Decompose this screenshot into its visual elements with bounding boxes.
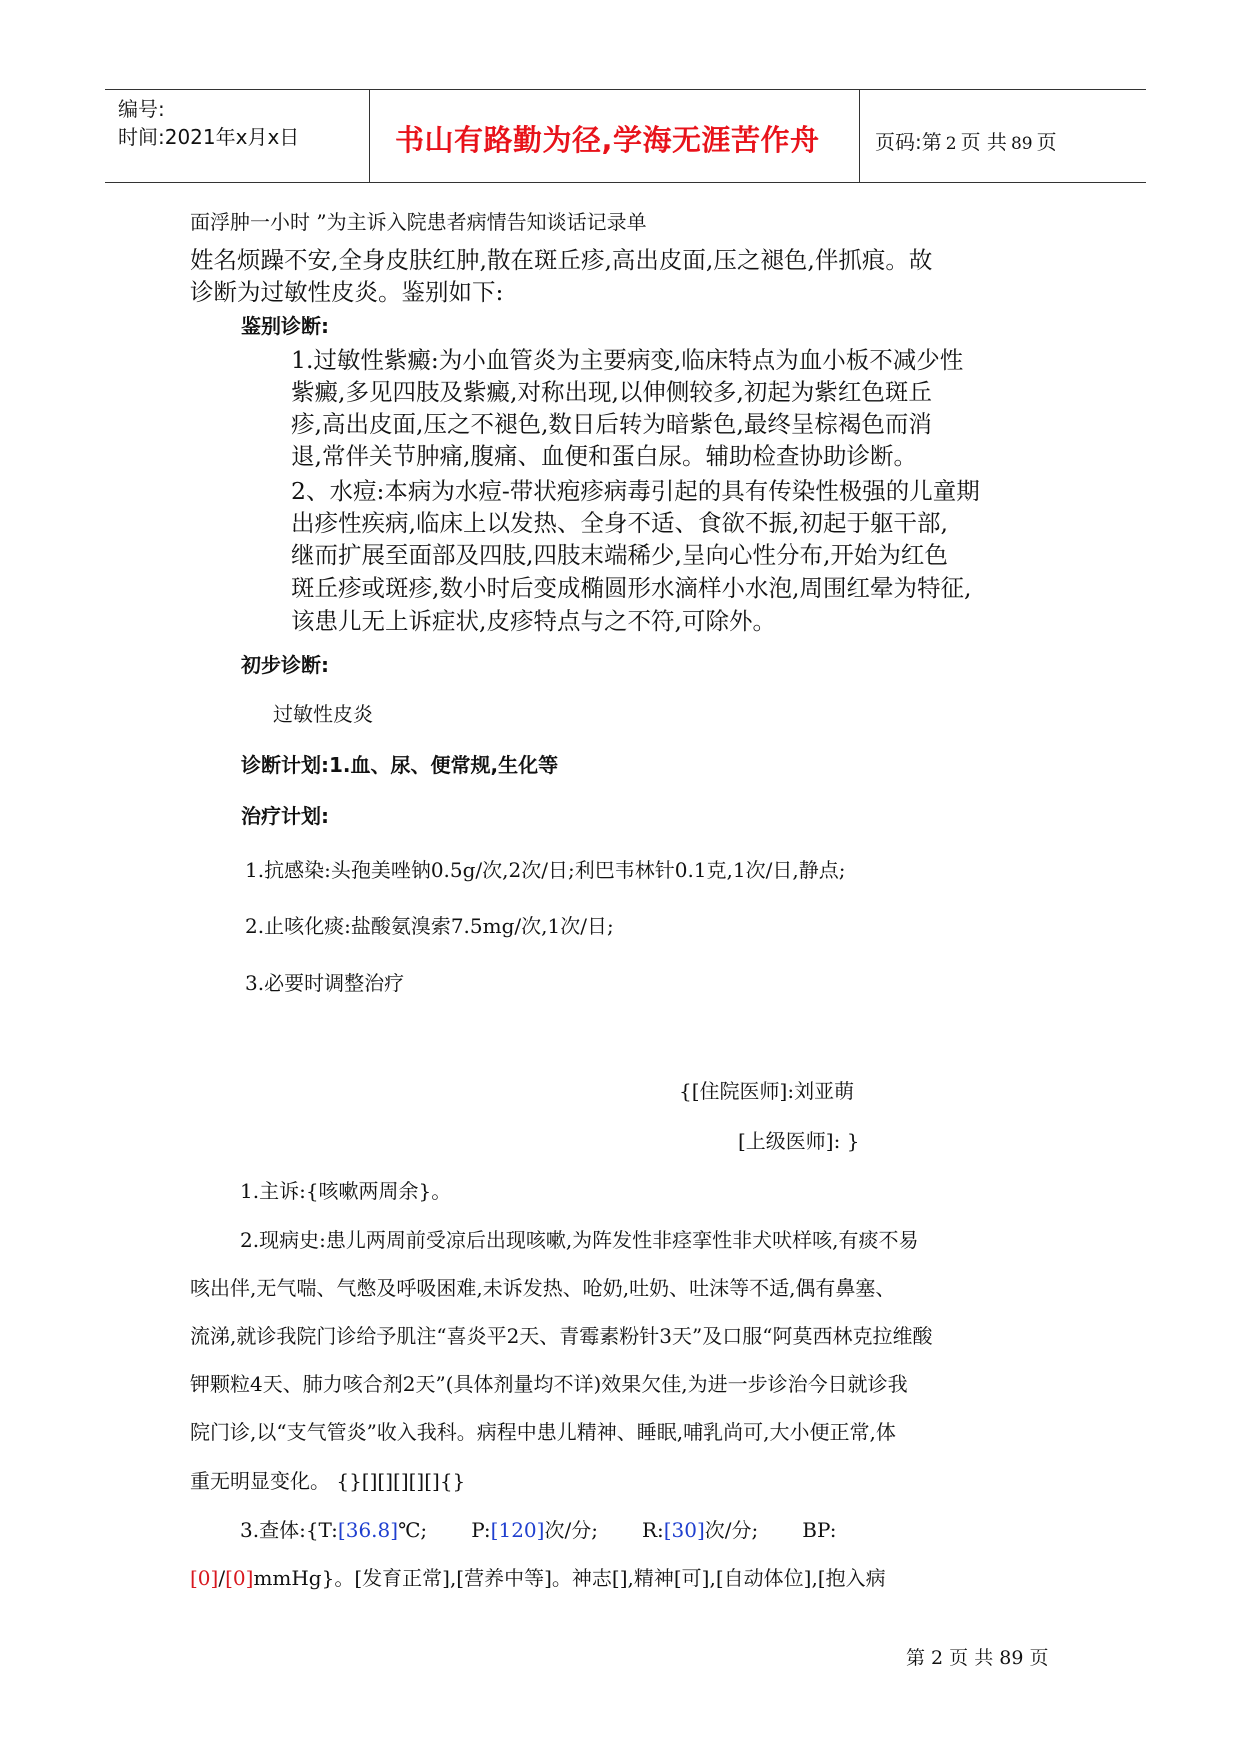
header-top-rule (105, 89, 1146, 90)
exam-temp-unit: ℃; (398, 1518, 428, 1542)
chief-complaint: 1.主诉:{咳嗽两周余}。 (240, 1179, 452, 1203)
treatment-item-1: 1.抗感染:头孢美唑钠0.5g/次,2次/日;利巴韦林针0.1克,1次/日,静点; (245, 858, 846, 882)
history-line: 重无明显变化。 {}[][][][][]{} (190, 1469, 466, 1493)
exam-bp-unit: mmHg (253, 1566, 322, 1590)
page-current: 2 (945, 134, 957, 154)
treatment-plan-title: 治疗计划: (241, 804, 329, 828)
exam-bp-diastolic: [0] (225, 1566, 254, 1590)
intro-line-2: 姓名烦躁不安,全身皮肤红肿,散在斑丘疹,高出皮面,压之褪色,伴抓痕。故 (190, 246, 933, 274)
exam-respiration: [30] (663, 1518, 705, 1542)
diff1-line: 退,常伴关节肿痛,腹痛、血便和蛋白尿。辅助检查协助诊断。 (291, 442, 917, 470)
diff2-line: 2、水痘:本病为水痘-带状疱疹病毒引起的具有传染性极强的儿童期 (291, 477, 980, 505)
exam-prefix: 3.查体:{T: (240, 1518, 338, 1542)
page-middle: 页 共 (960, 130, 1007, 154)
prelim-diagnosis-title: 初步诊断: (241, 653, 329, 677)
treatment-item-3: 3.必要时调整治疗 (245, 971, 405, 995)
diff1-line: 紫癜,多见四肢及紫癜,对称出现,以伸侧较多,初起为紫红色斑丘 (291, 378, 932, 406)
diff2-line: 该患儿无上诉症状,皮疹特点与之不符,可除外。 (291, 607, 776, 635)
history-line: 咳出伴,无气喘、气憋及呼吸困难,未诉发热、呛奶,吐奶、吐沫等不适,偶有鼻塞、 (190, 1276, 896, 1300)
diff1-line: 1.过敏性紫癜:为小血管炎为主要病变,临床特点为血小板不减少性 (291, 346, 964, 374)
header-time-label: 时间:2021年x月x日 (118, 125, 300, 149)
prelim-diagnosis-value: 过敏性皮炎 (273, 702, 373, 726)
exam-pulse-unit: 次/分; (544, 1518, 598, 1542)
diff-diagnosis-title: 鉴别诊断: (241, 314, 329, 338)
header-divider-right (859, 89, 860, 182)
page-suffix: 页 (1036, 130, 1057, 154)
exam-resp-unit: 次/分; (704, 1518, 759, 1542)
history-line: 2.现病史:患儿两周前受凉后出现咳嗽,为阵发性非痉挛性非犬吠样咳,有痰不易 (240, 1228, 919, 1252)
exam-bp-label: BP: (802, 1518, 837, 1542)
treatment-item-2: 2.止咳化痰:盐酸氨溴索7.5mg/次,1次/日; (245, 914, 614, 938)
diagnosis-plan: 诊断计划:1.血、尿、便常规,生化等 (241, 753, 559, 777)
intro-line-3: 诊断为过敏性皮炎。鉴别如下: (190, 278, 504, 306)
exam-line2-rest: }。[发育正常],[营养中等]。神志[],精神[可],[自动体位],[抱入病 (321, 1566, 886, 1590)
page-footer: 第 2 页 共 89 页 (906, 1647, 1049, 1669)
header-divider-left (369, 89, 370, 182)
diff1-line: 疹,高出皮面,压之不褪色,数日后转为暗紫色,最终呈棕褐色而消 (291, 410, 932, 438)
header-bottom-rule (105, 182, 1146, 183)
diff2-line: 斑丘疹或斑疹,数小时后变成椭圆形水滴样小水泡,周围红晕为特征, (291, 574, 972, 602)
header-page-info (875, 126, 1057, 155)
resident-doctor: {[住院医师]:刘亚萌 (679, 1079, 855, 1103)
exam-resp-label: R: (641, 1518, 664, 1542)
exam-pulse-label: P: (471, 1518, 491, 1542)
header-number-label: 编号: (118, 97, 165, 121)
exam-line-1 (240, 1520, 836, 1540)
header-motto: 书山有路勤为径,学海无涯苦作舟 (395, 123, 820, 157)
history-line: 院门诊,以“支气管炎”收入我科。病程中患儿精神、睡眠,哺乳尚可,大小便正常,体 (190, 1420, 896, 1444)
history-line: 流涕,就诊我院门诊给予肌注“喜炎平2天、青霉素粉针3天”及口服“阿莫西林克拉维酸 (190, 1324, 933, 1348)
history-line: 钾颗粒4天、肺力咳合剂2天”(具体剂量均不详)效果欠佳,为进一步诊治今日就诊我 (190, 1372, 908, 1396)
exam-temperature: [36.8] (337, 1518, 399, 1542)
exam-line-2 (190, 1568, 886, 1588)
diff2-line: 出疹性疾病,临床上以发热、全身不适、食欲不振,初起于躯干部, (291, 509, 948, 537)
exam-bp-sep: / (218, 1566, 226, 1590)
exam-pulse: [120] (490, 1518, 545, 1542)
intro-line-1: 面浮肿一小时 ”为主诉入院患者病情告知谈话记录单 (190, 210, 647, 234)
page-prefix: 页码:第 (875, 130, 942, 154)
diff2-line: 继而扩展至面部及四肢,四肢末端稀少,呈向心性分布,开始为红色 (291, 541, 948, 569)
senior-doctor: [上级医师]: } (738, 1129, 860, 1153)
page-total: 89 (1010, 134, 1033, 154)
exam-bp-systolic: [0] (190, 1566, 219, 1590)
